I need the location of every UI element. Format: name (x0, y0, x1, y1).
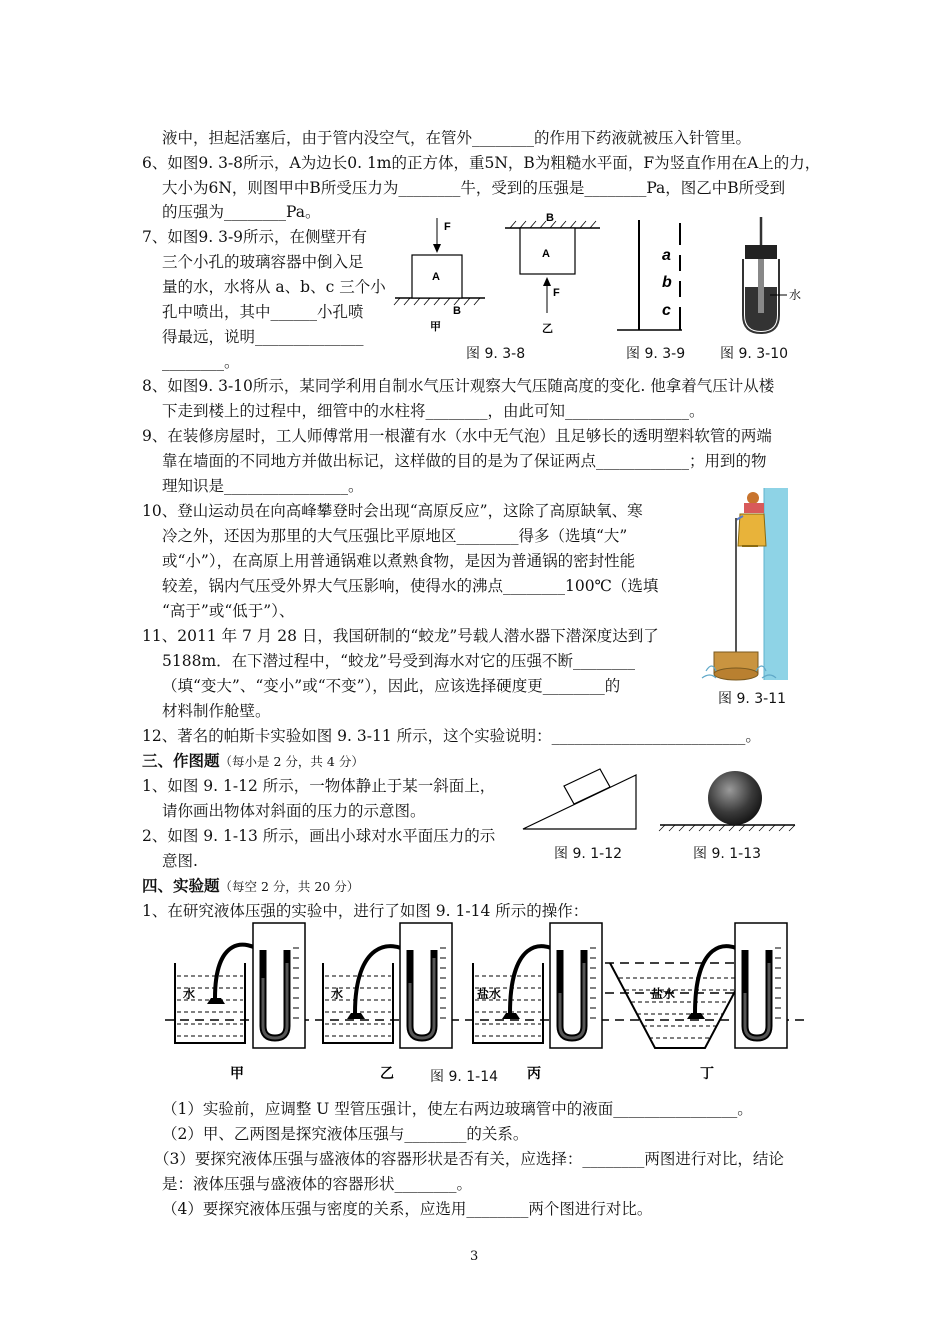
text-line: 得最远，说明______________ (162, 328, 364, 346)
page-number: 3 (470, 1249, 479, 1264)
panel-label: 甲 (230, 1065, 244, 1081)
question-8: 8、如图9. 3-10所示，某同学利用自制水气压计观察大气压随高度的变化. 他拿着气压计从楼 (142, 377, 775, 395)
figure-9-3-11 (698, 486, 798, 686)
liquid-label: 水 (183, 987, 196, 1001)
liquid-label: 盐水 (651, 987, 676, 1001)
text-line: ________。 (162, 353, 240, 371)
figure-caption: 图 9. 3-8 (466, 346, 526, 362)
panel-label: 丙 (527, 1065, 541, 1081)
figure-9-1-13 (655, 770, 800, 835)
section-note: （每空 2 分，共 20 分） (219, 879, 360, 894)
label-jia: 甲 (430, 321, 441, 333)
text-line: 靠在墙面的不同地方并做出标记，这样做的目的是为了保证两点____________；用到的物 (162, 452, 767, 470)
hole-c-label: c (662, 302, 671, 319)
figure-caption: 图 9. 3-11 (718, 691, 787, 707)
hole-b-label: b (662, 274, 672, 291)
label-F: F (553, 287, 560, 299)
text-line: 的压强为________Pa。 (162, 203, 321, 221)
figure-9-1-12 (518, 765, 648, 835)
text-line: 请你画出物体对斜面的压力的示意图。 (162, 802, 426, 820)
panel-yi (323, 923, 452, 1048)
text-line: 5188m．在下潜过程中，“蛟龙”号受到海水对它的压强不断________ (162, 652, 635, 670)
text-line: 液中，担起活塞后，由于管内没空气，在管外________的作用下药液就被压入针管里。 (162, 129, 752, 147)
question-11: 11、2011 年 7 月 28 日，我国研制的“蛟龙”号载人潜水器下潜深度达到了 (142, 627, 659, 645)
liquid-label: 水 (331, 987, 344, 1001)
label-F: F (444, 221, 451, 233)
text-line: 理知识是________________。 (162, 477, 364, 495)
section-title: 三、作图题 (142, 751, 220, 770)
question-10: 10、登山运动员在向高峰攀登时会出现“高原反应”，这除了高原缺氧、寒 (142, 502, 643, 520)
label-A: A (542, 248, 550, 260)
figure-caption: 图 9. 1-14 (430, 1069, 499, 1085)
figure-9-3-9 (612, 215, 707, 340)
panel-label: 乙 (380, 1065, 394, 1081)
section-title: 四、实验题 (142, 876, 220, 895)
figure-9-3-10 (725, 215, 810, 340)
text-line: 三个小孔的玻璃容器中倒入足 (162, 253, 364, 271)
text-line: 大小为6N，则图甲中B所受压力为________牛，受到的压强是________Pa，图乙中B所受到 (162, 179, 786, 197)
label-B: B (546, 212, 554, 224)
text-line: 孔中喷出，其中______小孔喷 (162, 303, 364, 321)
label-A: A (432, 271, 440, 283)
question-12: 12、著名的帕斯卡实验如图 9. 3-11 所示，这个实验说明：_________________________。 (142, 727, 761, 745)
drawing-question-2: 2、如图 9. 1-13 所示，画出小球对水平面压力的示 (142, 827, 496, 845)
label-water: 水 (789, 288, 802, 302)
figure-9-3-8 (390, 210, 610, 340)
figure-caption: 图 9. 1-12 (554, 846, 623, 862)
text-line: 下走到楼上的过程中，细管中的水柱将________，由此可知________________。 (162, 402, 705, 420)
panel-label: 丁 (700, 1065, 714, 1081)
text-line: 冷之外，还因为那里的大气压强比平原地区________得多（选填“大” (162, 527, 628, 545)
figure-caption: 图 9. 3-9 (626, 346, 686, 362)
sub-question-4: （4）要探究液体压强与密度的关系，应选用________两个图进行对比。 (162, 1200, 653, 1218)
label-B: B (453, 305, 461, 317)
section-4-heading (142, 877, 359, 896)
text-line: 是：液体压强与盛液体的容器形状________。 (162, 1175, 473, 1193)
sub-question-2: （2）甲、乙两图是探究液体压强与________的关系。 (162, 1125, 529, 1143)
section-note: （每小是 2 分，共 4 分） (219, 754, 364, 769)
question-7: 7、如图9. 3-9所示，在侧壁开有 (142, 228, 368, 246)
sub-question-1: （1）实验前，应调整 U 型管压强计，使左右两边玻璃管中的液面________________。 (162, 1100, 753, 1118)
liquid-label: 盐水 (477, 987, 502, 1001)
sub-question-3: （3）要探究液体压强与盛液体的容器形状是否有关，应选择：________两图进行对比，结论 (154, 1150, 784, 1168)
figure-caption: 图 9. 1-13 (693, 846, 762, 862)
panel-bing (473, 923, 602, 1048)
text-line: 材料制作舱壁。 (162, 702, 271, 720)
section-3-heading (142, 752, 364, 771)
hole-a-label: a (662, 247, 671, 264)
question-9: 9、在装修房屋时，工人师傅常用一根灌有水（水中无气泡）且足够长的透明塑料软管的两端 (142, 427, 772, 445)
panel-ding (610, 923, 787, 1048)
figure-caption: 图 9. 3-10 (720, 346, 789, 362)
text-line: 量的水，水将从 a、b、c 三个小 (162, 278, 386, 296)
text-line: 或“小”），在高原上用普通锅难以煮熟食物，是因为普通锅的密封性能 (162, 552, 636, 570)
question-6: 6、如图9. 3-8所示，A为边长0. 1m的正方体，重5N，B为粗糙水平面，F为竖直作用在A上的力， (142, 154, 821, 172)
text-line: 意图. (162, 852, 198, 870)
text-line: （填“变大”、“变小”或“不变”），因此，应该选择硬度更________的 (162, 677, 621, 695)
label-yi: 乙 (542, 323, 553, 335)
drawing-question-1: 1、如图 9. 1-12 所示，一物体静止于某一斜面上， (142, 777, 496, 795)
experiment-question-1: 1、在研究液体压强的实验中，进行了如图 9. 1-14 所示的操作： (142, 902, 589, 920)
text-line: 较差，锅内气压受外界大气压影响，使得水的沸点________100℃（选填 (162, 577, 659, 595)
text-line: “高于”或“低于”）、 (162, 602, 295, 620)
figure-9-1-14 (165, 918, 805, 1088)
panel-jia (175, 923, 305, 1048)
